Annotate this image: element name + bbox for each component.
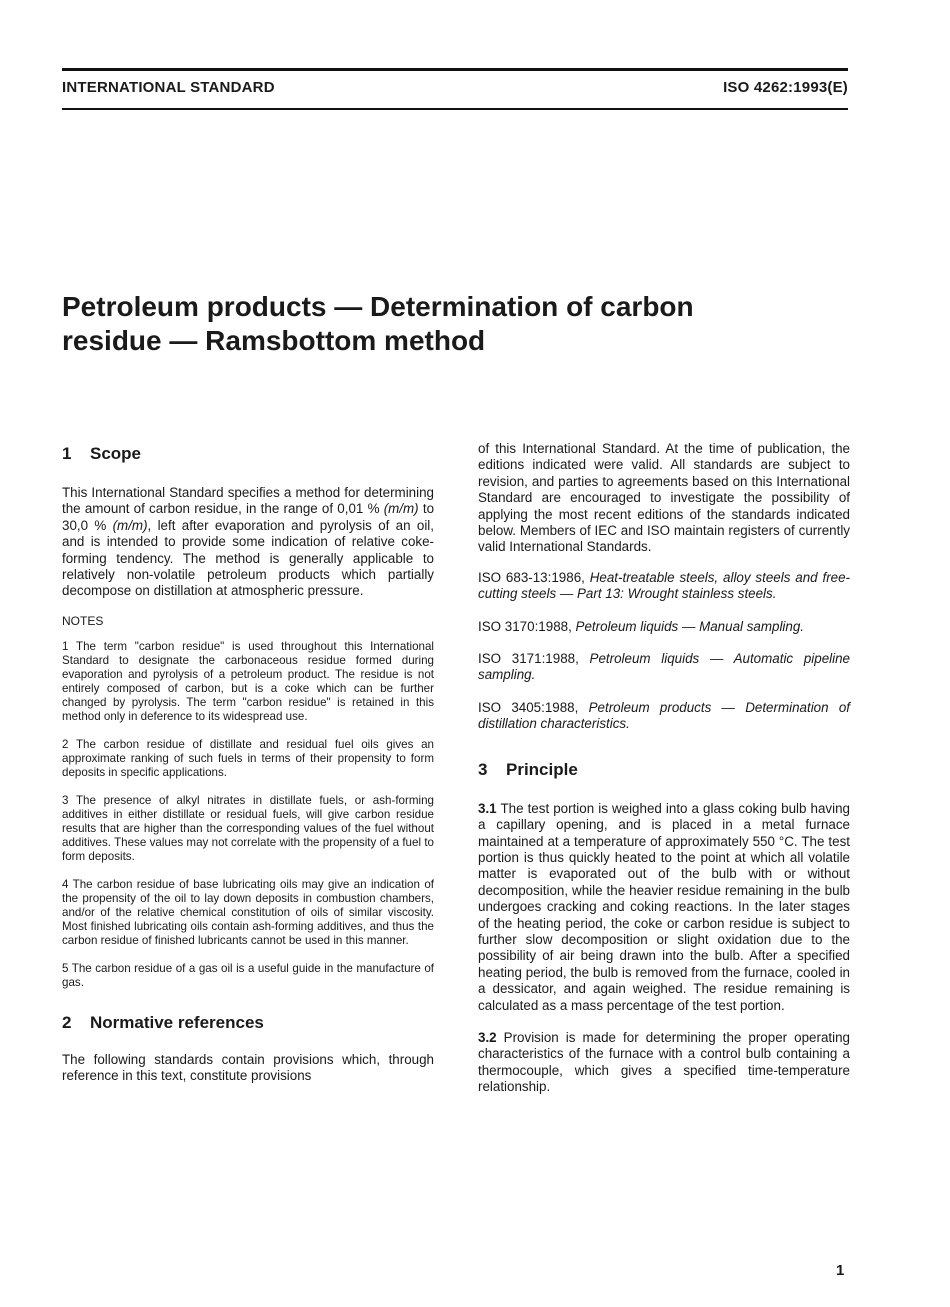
header-top-rule xyxy=(62,68,848,71)
note-5: 5 The carbon residue of a gas oil is a useful guide in the manufacture of gas. xyxy=(62,961,434,989)
header-bottom-rule xyxy=(62,108,848,110)
note-3: 3 The presence of alkyl nitrates in distillate fuels, or ash-forming additives in either distillate or residual fuels, will give carbon residue results that are higher than the corresponding values of the fuel without additives. These values may not correlate with the propensity of a fuel to form deposits. xyxy=(62,793,434,863)
document-type-label: INTERNATIONAL STANDARD xyxy=(62,79,275,96)
scope-text-c: , left after evaporation and pyrolysis of an oil, and is intended to provide some indication of relative coke-forming tendency. The method is generally applicable to relatively non-volatile petroleum products which partially decompose on distillation at atmospheric pressure. xyxy=(62,517,434,599)
unit-mass-ratio: (m/m) xyxy=(112,517,148,533)
section-number: 1 xyxy=(62,444,72,463)
section-title: Scope xyxy=(90,444,142,463)
reference-title: Heat-treatable steels, alloy steels and free-cutting steels — Part 13: Wrought stainless steels. xyxy=(478,569,851,602)
clause-3-2 xyxy=(478,1030,850,1096)
normative-references-intro: The following standards contain provisions which, through reference in this text, constitute provisions xyxy=(62,1051,434,1084)
title-line-1: Petroleum products — Determination of carbon xyxy=(62,291,694,322)
notes-label: NOTES xyxy=(62,613,104,628)
note-4: 4 The carbon residue of base lubricating oils may give an indication of the propensity of the oil to lay down deposits in combustion chambers, and/or of the relative chemical constitution of oils of similar viscosity. Most finished lubricating oils contain ash-forming additives, and thus the carbon residue of finished lubricants cannot be used in this manner. xyxy=(62,877,434,947)
section-number: 2 xyxy=(62,1012,72,1032)
reference-title: Petroleum liquids — Automatic pipeline sampling. xyxy=(478,651,850,683)
clause-text: The test portion is weighed into a glass coking bulb having a capillary opening, and is placed in a metal furnace maintained at a temperature of approximately 550 °C. The test portion is thus quickly heated to the point at which all volatile matter is evaporated out of the bulb with or without decomposition, while the heavier residue remaining in the bulb undergoes cracking and coking reactions. In the later stages of the heating period, the coke or carbon residue is subject to further slow decomposition or slight oxidation due to the possibility of air being drawn into the bulb. After a specified heating period, the bulb is removed from the furnace, cooled in a dessicator, and again weighed. The residue remaining is calculated as a mass percentage of the test portion. xyxy=(478,800,850,1013)
reference-code: ISO 683-13:1986, xyxy=(478,569,590,585)
reference-title: Petroleum liquids — Manual sampling. xyxy=(575,618,805,634)
scope-text-a: This International Standard specifies a method for determining the amount of carbon residue, in the range of 0,01 % xyxy=(62,485,434,517)
section-title: Principle xyxy=(506,759,578,779)
left-column xyxy=(62,440,434,1085)
scope-text-b: to 30,0 % xyxy=(62,501,435,533)
title-line-2: residue — Ramsbottom method xyxy=(62,325,486,356)
section-number: 3 xyxy=(478,759,488,779)
unit-mass-ratio: (m/m) xyxy=(383,501,419,517)
reference-item xyxy=(478,700,850,733)
standard-number: ISO 4262:1993(E) xyxy=(723,79,848,96)
reference-title: Petroleum products — Determination of distillation characteristics. xyxy=(478,699,850,732)
reference-item xyxy=(478,651,850,684)
note-2: 2 The carbon residue of distillate and residual fuel oils gives an approximate ranking of such fuels in terms of their propensity to form deposits in specific applications. xyxy=(62,737,434,779)
section-1-heading xyxy=(62,443,434,465)
reference-item xyxy=(478,570,850,603)
clause-number: 3.1 xyxy=(478,800,497,816)
section-3-heading xyxy=(478,759,850,781)
clause-text: Provision is made for determining the proper operating characteristics of the furnace with a control bulb containing a thermocouple, which gives a specified time-temperature relationship. xyxy=(478,1029,850,1095)
right-column xyxy=(478,441,850,1096)
document-title xyxy=(62,290,822,358)
reference-code: ISO 3171:1988, xyxy=(478,651,590,667)
note-1: 1 The term "carbon residue" is used throughout this International Standard to designate the carbonaceous residue formed during evaporation and pyrolysis of a petroleum product. The residue is not entirely composed of carbon, but is a coke which can be further changed by pyrolysis. The term "carbon residue" is retained in this method only in deference to its widespread use. xyxy=(62,639,434,723)
section-title: Normative references xyxy=(90,1012,264,1032)
scope-paragraph xyxy=(62,485,434,600)
section-2-heading xyxy=(62,1012,434,1034)
reference-code: ISO 3405:1988, xyxy=(478,699,589,715)
reference-item xyxy=(478,619,850,635)
clause-number: 3.2 xyxy=(478,1029,497,1045)
reference-code: ISO 3170:1988, xyxy=(478,618,576,634)
clause-3-1 xyxy=(478,801,850,1014)
page-number: 1 xyxy=(836,1262,845,1279)
normative-references-continuation: of this International Standard. At the time of publication, the editions indicated were valid. All standards are subject to revision, and parties to agreements based on this International Standard are encouraged to investigate the possibility of applying the most recent editions of the standards indicated below. Members of IEC and ISO maintain registers of currently valid International Standards. xyxy=(478,441,850,555)
